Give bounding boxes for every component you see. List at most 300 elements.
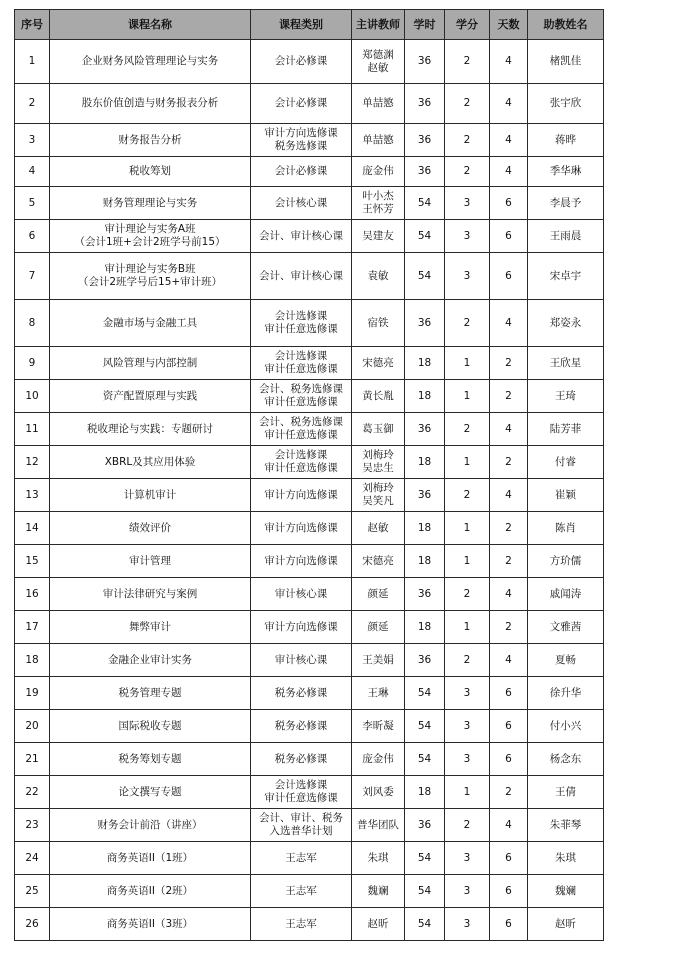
cell-course-name <box>50 187 251 220</box>
cell-teacher <box>352 380 405 413</box>
table-body <box>15 40 604 941</box>
table-row <box>15 347 604 380</box>
table-row <box>15 124 604 157</box>
cell-course-name-line: 财务报告分析 <box>118 133 182 146</box>
cell-number: 17 <box>15 611 50 644</box>
header-cell: 主讲教师 <box>352 10 405 40</box>
cell-hours: 54 <box>405 842 445 875</box>
cell-credit: 2 <box>445 157 490 187</box>
table-row <box>15 253 604 300</box>
cell-credit: 2 <box>445 40 490 84</box>
cell-credit: 2 <box>445 479 490 512</box>
cell-teacher-line: 葛玉御 <box>362 422 394 435</box>
cell-days: 4 <box>490 578 528 611</box>
cell-days: 4 <box>490 644 528 677</box>
cell-teacher-line: 赵昕 <box>367 917 389 930</box>
cell-course-type-line: 审计方向选修课 <box>264 620 338 633</box>
table-row <box>15 809 604 842</box>
cell-course-type-line: 会计选修课 <box>274 350 328 362</box>
cell-days: 2 <box>490 512 528 545</box>
cell-assistant: 蒋晔 <box>528 124 604 157</box>
cell-hours: 36 <box>405 644 445 677</box>
cell-teacher <box>352 611 405 644</box>
table-row <box>15 776 604 809</box>
cell-number: 12 <box>15 446 50 479</box>
cell-course-name-line: 审计理论与实务B班 <box>104 263 196 275</box>
cell-teacher-line: 赵敏 <box>367 521 389 534</box>
cell-course-name <box>50 776 251 809</box>
cell-course-type <box>251 578 352 611</box>
header-cell: 课程类别 <box>251 10 352 40</box>
cell-days: 6 <box>490 220 528 253</box>
cell-hours: 36 <box>405 413 445 446</box>
table-row <box>15 545 604 578</box>
cell-course-type-line: 会计必修课 <box>274 55 328 67</box>
cell-credit: 2 <box>445 300 490 347</box>
cell-assistant: 陈肖 <box>528 512 604 545</box>
cell-number: 19 <box>15 677 50 710</box>
cell-course-type <box>251 347 352 380</box>
cell-teacher-line: 袁敏 <box>367 269 389 282</box>
cell-number: 14 <box>15 512 50 545</box>
cell-course-type-line: 会计选修课 <box>274 779 328 791</box>
cell-days: 6 <box>490 710 528 743</box>
cell-credit: 3 <box>445 710 490 743</box>
cell-assistant: 方玠儒 <box>528 545 604 578</box>
table-row <box>15 157 604 187</box>
cell-number: 9 <box>15 347 50 380</box>
cell-credit: 2 <box>445 413 490 446</box>
cell-assistant: 季华琳 <box>528 157 604 187</box>
cell-course-type <box>251 908 352 941</box>
cell-course-name <box>50 512 251 545</box>
cell-hours: 54 <box>405 220 445 253</box>
cell-course-name <box>50 40 251 84</box>
cell-course-type <box>251 710 352 743</box>
cell-credit: 1 <box>445 545 490 578</box>
cell-course-name <box>50 380 251 413</box>
cell-course-type-line: 审计核心课 <box>274 587 328 600</box>
cell-course-name-line: 税务筹划专题 <box>118 752 182 765</box>
cell-course-type <box>251 776 352 809</box>
cell-teacher-line: 刘风委 <box>362 785 394 798</box>
course-schedule-table <box>14 9 604 941</box>
cell-credit: 1 <box>445 512 490 545</box>
cell-course-type-line: 会计、税务选修课 <box>259 416 343 428</box>
cell-teacher <box>352 157 405 187</box>
cell-number: 11 <box>15 413 50 446</box>
cell-days: 2 <box>490 545 528 578</box>
cell-course-name-line: 审计法律研究与案例 <box>102 587 198 600</box>
cell-credit: 3 <box>445 875 490 908</box>
cell-course-type-line: 审计任意选修课 <box>264 323 338 335</box>
table-row <box>15 512 604 545</box>
table-row <box>15 380 604 413</box>
cell-course-type-line: 审计任意选修课 <box>264 462 338 474</box>
cell-credit: 3 <box>445 187 490 220</box>
table-row <box>15 220 604 253</box>
cell-course-name <box>50 908 251 941</box>
cell-course-type <box>251 743 352 776</box>
cell-teacher-line: 宋德亮 <box>362 554 394 567</box>
cell-teacher <box>352 677 405 710</box>
cell-credit: 1 <box>445 347 490 380</box>
cell-number: 22 <box>15 776 50 809</box>
cell-teacher <box>352 875 405 908</box>
cell-course-name <box>50 644 251 677</box>
cell-course-type <box>251 875 352 908</box>
cell-teacher <box>352 187 405 220</box>
cell-course-type-line: 会计、审计核心课 <box>259 269 343 282</box>
table-row <box>15 187 604 220</box>
cell-credit: 2 <box>445 84 490 124</box>
cell-teacher <box>352 842 405 875</box>
cell-teacher-line: 庞金伟 <box>362 752 394 765</box>
cell-credit: 3 <box>445 253 490 300</box>
cell-course-type-line: 税务必修课 <box>274 752 328 765</box>
cell-assistant: 魏斓 <box>528 875 604 908</box>
cell-days: 4 <box>490 479 528 512</box>
cell-hours: 54 <box>405 187 445 220</box>
cell-teacher-line: 王怀芳 <box>362 203 394 215</box>
cell-assistant: 戚闻涛 <box>528 578 604 611</box>
cell-days: 4 <box>490 809 528 842</box>
cell-course-name <box>50 710 251 743</box>
cell-hours: 54 <box>405 253 445 300</box>
cell-days: 4 <box>490 40 528 84</box>
cell-course-name-line: 金融市场与金融工具 <box>102 316 198 329</box>
cell-course-type <box>251 677 352 710</box>
cell-course-name-line: 资产配置原理与实践 <box>102 389 198 402</box>
cell-credit: 2 <box>445 124 490 157</box>
cell-course-type <box>251 644 352 677</box>
cell-teacher <box>352 479 405 512</box>
cell-course-type-line: 审计核心课 <box>274 653 328 666</box>
cell-course-name <box>50 300 251 347</box>
table-header <box>15 10 604 40</box>
cell-course-name-line: （会计2班学号后15+审计班） <box>77 276 223 288</box>
cell-assistant: 王雨晨 <box>528 220 604 253</box>
cell-assistant: 李晨予 <box>528 187 604 220</box>
cell-course-type <box>251 380 352 413</box>
cell-course-name-line: 舞弊审计 <box>129 620 171 633</box>
cell-days: 4 <box>490 157 528 187</box>
cell-course-name-line: 财务管理理论与实务 <box>102 196 198 209</box>
cell-course-type-line: 会计、审计、税务 <box>259 812 343 824</box>
cell-teacher <box>352 710 405 743</box>
cell-teacher <box>352 545 405 578</box>
cell-teacher-line: 王琳 <box>367 686 389 699</box>
cell-hours: 18 <box>405 611 445 644</box>
table-row <box>15 644 604 677</box>
cell-assistant: 郑姿永 <box>528 300 604 347</box>
cell-teacher <box>352 347 405 380</box>
cell-course-type <box>251 842 352 875</box>
cell-credit: 2 <box>445 644 490 677</box>
cell-teacher <box>352 84 405 124</box>
header-cell: 学时 <box>405 10 445 40</box>
cell-course-type-line: 会计选修课 <box>274 310 328 322</box>
table-row <box>15 84 604 124</box>
cell-course-name-line: 计算机审计 <box>123 488 177 501</box>
cell-course-type-line: 审计方向选修课 <box>264 521 338 534</box>
cell-course-type-line: 会计必修课 <box>274 165 328 177</box>
cell-days: 6 <box>490 677 528 710</box>
cell-course-type-line: 王志军 <box>285 884 317 897</box>
cell-assistant: 赵昕 <box>528 908 604 941</box>
cell-course-name <box>50 124 251 157</box>
cell-course-name <box>50 84 251 124</box>
cell-teacher <box>352 908 405 941</box>
cell-course-type-line: 审计任意选修课 <box>264 363 338 375</box>
cell-course-name <box>50 809 251 842</box>
header-cell: 天数 <box>490 10 528 40</box>
cell-assistant: 王琦 <box>528 380 604 413</box>
cell-assistant: 夏畅 <box>528 644 604 677</box>
cell-course-type <box>251 253 352 300</box>
cell-teacher-line: 吴忠生 <box>362 462 394 474</box>
table-row <box>15 611 604 644</box>
cell-credit: 1 <box>445 446 490 479</box>
cell-credit: 3 <box>445 743 490 776</box>
cell-days: 2 <box>490 611 528 644</box>
cell-course-name-line: 财务会计前沿（讲座） <box>97 818 203 831</box>
cell-credit: 1 <box>445 611 490 644</box>
cell-course-name <box>50 413 251 446</box>
cell-course-type-line: 王志军 <box>285 917 317 930</box>
cell-teacher-line: 庞金伟 <box>362 165 394 177</box>
cell-teacher-line: 颜延 <box>367 587 389 600</box>
cell-teacher <box>352 253 405 300</box>
cell-hours: 36 <box>405 157 445 187</box>
cell-course-name-line: XBRL及其应用体验 <box>104 455 196 468</box>
cell-assistant: 王倩 <box>528 776 604 809</box>
cell-days: 4 <box>490 84 528 124</box>
cell-course-name <box>50 446 251 479</box>
cell-course-name <box>50 545 251 578</box>
cell-teacher <box>352 644 405 677</box>
cell-course-type <box>251 40 352 84</box>
table-row <box>15 842 604 875</box>
cell-course-name <box>50 220 251 253</box>
cell-assistant: 文雅茜 <box>528 611 604 644</box>
cell-assistant: 张宇欣 <box>528 84 604 124</box>
cell-course-type-line: 会计必修课 <box>274 97 328 109</box>
cell-course-type <box>251 809 352 842</box>
cell-course-type <box>251 545 352 578</box>
cell-assistant: 付小兴 <box>528 710 604 743</box>
cell-course-type <box>251 124 352 157</box>
cell-credit: 3 <box>445 842 490 875</box>
table-row <box>15 300 604 347</box>
cell-number: 16 <box>15 578 50 611</box>
cell-hours: 36 <box>405 479 445 512</box>
cell-number: 7 <box>15 253 50 300</box>
cell-course-type <box>251 611 352 644</box>
cell-teacher-line: 单喆慜 <box>362 97 394 109</box>
cell-course-name <box>50 743 251 776</box>
cell-course-type <box>251 157 352 187</box>
table-row <box>15 908 604 941</box>
cell-course-name-line: 论文撰写专题 <box>118 785 182 798</box>
cell-course-name-line: 企业财务风险管理理论与实务 <box>81 55 219 67</box>
cell-hours: 36 <box>405 809 445 842</box>
cell-number: 2 <box>15 84 50 124</box>
cell-credit: 1 <box>445 380 490 413</box>
table-row <box>15 578 604 611</box>
header-cell: 序号 <box>15 10 50 40</box>
cell-assistant: 陆芳菲 <box>528 413 604 446</box>
cell-teacher-line: 郑德渊 <box>362 48 394 61</box>
cell-hours: 18 <box>405 347 445 380</box>
cell-credit: 3 <box>445 677 490 710</box>
cell-course-type-line: 会计核心课 <box>274 196 328 209</box>
cell-teacher-line: 赵敏 <box>367 61 389 74</box>
cell-assistant: 宋卓宇 <box>528 253 604 300</box>
cell-teacher-line: 刘梅玲 <box>362 482 394 494</box>
cell-days: 6 <box>490 908 528 941</box>
cell-course-type-line: 审计方向选修课 <box>264 488 338 501</box>
header-cell: 助教姓名 <box>528 10 604 40</box>
cell-number: 6 <box>15 220 50 253</box>
cell-assistant: 付睿 <box>528 446 604 479</box>
cell-course-name <box>50 842 251 875</box>
cell-number: 25 <box>15 875 50 908</box>
cell-assistant: 王欣星 <box>528 347 604 380</box>
cell-number: 21 <box>15 743 50 776</box>
cell-course-name <box>50 677 251 710</box>
cell-course-type <box>251 187 352 220</box>
cell-course-type-line: 税务必修课 <box>274 686 328 699</box>
cell-course-name-line: 税收筹划 <box>129 165 171 177</box>
table-row <box>15 677 604 710</box>
cell-course-type-line: 审计任意选修课 <box>264 792 338 804</box>
cell-number: 8 <box>15 300 50 347</box>
cell-hours: 18 <box>405 512 445 545</box>
cell-days: 2 <box>490 380 528 413</box>
cell-course-name <box>50 875 251 908</box>
cell-course-type-line: 审计方向选修课 <box>264 127 338 139</box>
cell-teacher <box>352 578 405 611</box>
cell-course-type-line: 税务选修课 <box>274 140 328 152</box>
cell-teacher-line: 宿铁 <box>367 316 389 329</box>
cell-days: 6 <box>490 842 528 875</box>
cell-teacher-line: 普华团队 <box>357 818 399 831</box>
cell-teacher-line: 单喆慜 <box>362 133 394 146</box>
cell-course-name <box>50 253 251 300</box>
cell-days: 2 <box>490 446 528 479</box>
table-row <box>15 875 604 908</box>
cell-assistant: 徐升华 <box>528 677 604 710</box>
cell-course-type-line: 会计选修课 <box>274 449 328 461</box>
cell-number: 24 <box>15 842 50 875</box>
cell-hours: 54 <box>405 908 445 941</box>
cell-credit: 3 <box>445 908 490 941</box>
cell-credit: 1 <box>445 776 490 809</box>
cell-course-name-line: 审计理论与实务A班 <box>104 223 196 235</box>
cell-course-type <box>251 479 352 512</box>
cell-course-name-line: 绩效评价 <box>129 521 171 534</box>
cell-hours: 54 <box>405 677 445 710</box>
cell-course-name <box>50 578 251 611</box>
cell-hours: 18 <box>405 380 445 413</box>
cell-teacher <box>352 743 405 776</box>
cell-course-name-line: 股东价值创造与财务报表分析 <box>81 97 219 109</box>
cell-hours: 36 <box>405 40 445 84</box>
cell-course-type <box>251 512 352 545</box>
cell-course-type-line: 审计任意选修课 <box>264 396 338 408</box>
cell-credit: 2 <box>445 578 490 611</box>
cell-number: 4 <box>15 157 50 187</box>
cell-course-type-line: 王志军 <box>285 851 317 864</box>
table-row <box>15 40 604 84</box>
cell-days: 4 <box>490 413 528 446</box>
header-row <box>15 10 604 40</box>
cell-assistant: 朱琪 <box>528 842 604 875</box>
cell-number: 18 <box>15 644 50 677</box>
cell-assistant: 朱菲琴 <box>528 809 604 842</box>
cell-course-name-line: 税务管理专题 <box>118 686 182 699</box>
cell-teacher-line: 颜延 <box>367 620 389 633</box>
cell-hours: 54 <box>405 743 445 776</box>
cell-course-name-line: 商务英语II（2班） <box>106 884 194 897</box>
cell-teacher-line: 叶小杰 <box>362 190 394 202</box>
cell-hours: 54 <box>405 875 445 908</box>
cell-number: 1 <box>15 40 50 84</box>
cell-course-name-line: 税收理论与实践：专题研讨 <box>87 422 213 435</box>
cell-teacher-line: 宋德亮 <box>362 356 394 369</box>
cell-course-type-line: 审计方向选修课 <box>264 554 338 567</box>
cell-hours: 18 <box>405 446 445 479</box>
cell-hours: 36 <box>405 578 445 611</box>
cell-course-name <box>50 157 251 187</box>
cell-course-name-line: 审计管理 <box>129 554 171 567</box>
cell-course-type-line: 会计、税务选修课 <box>259 383 343 395</box>
cell-course-name-line: 风险管理与内部控制 <box>102 356 198 369</box>
cell-days: 2 <box>490 776 528 809</box>
cell-hours: 36 <box>405 124 445 157</box>
table-row <box>15 413 604 446</box>
table-row <box>15 479 604 512</box>
cell-number: 5 <box>15 187 50 220</box>
cell-number: 23 <box>15 809 50 842</box>
cell-teacher-line: 李昕凝 <box>362 719 394 732</box>
cell-days: 6 <box>490 875 528 908</box>
cell-teacher-line: 刘梅玲 <box>362 449 394 461</box>
cell-teacher-line: 王美娟 <box>362 653 394 666</box>
cell-course-type <box>251 84 352 124</box>
cell-teacher-line: 吴建友 <box>362 229 394 242</box>
cell-days: 6 <box>490 187 528 220</box>
cell-assistant: 崔颖 <box>528 479 604 512</box>
cell-course-type <box>251 220 352 253</box>
cell-teacher <box>352 776 405 809</box>
cell-course-type-line: 会计、审计核心课 <box>259 229 343 242</box>
cell-number: 3 <box>15 124 50 157</box>
table-row <box>15 743 604 776</box>
cell-number: 15 <box>15 545 50 578</box>
cell-number: 20 <box>15 710 50 743</box>
cell-assistant: 杨念东 <box>528 743 604 776</box>
cell-course-name <box>50 479 251 512</box>
table-row <box>15 446 604 479</box>
cell-course-name-line: 国际税收专题 <box>118 719 182 732</box>
cell-course-type <box>251 300 352 347</box>
cell-hours: 54 <box>405 710 445 743</box>
cell-teacher <box>352 40 405 84</box>
cell-teacher <box>352 512 405 545</box>
cell-teacher <box>352 124 405 157</box>
